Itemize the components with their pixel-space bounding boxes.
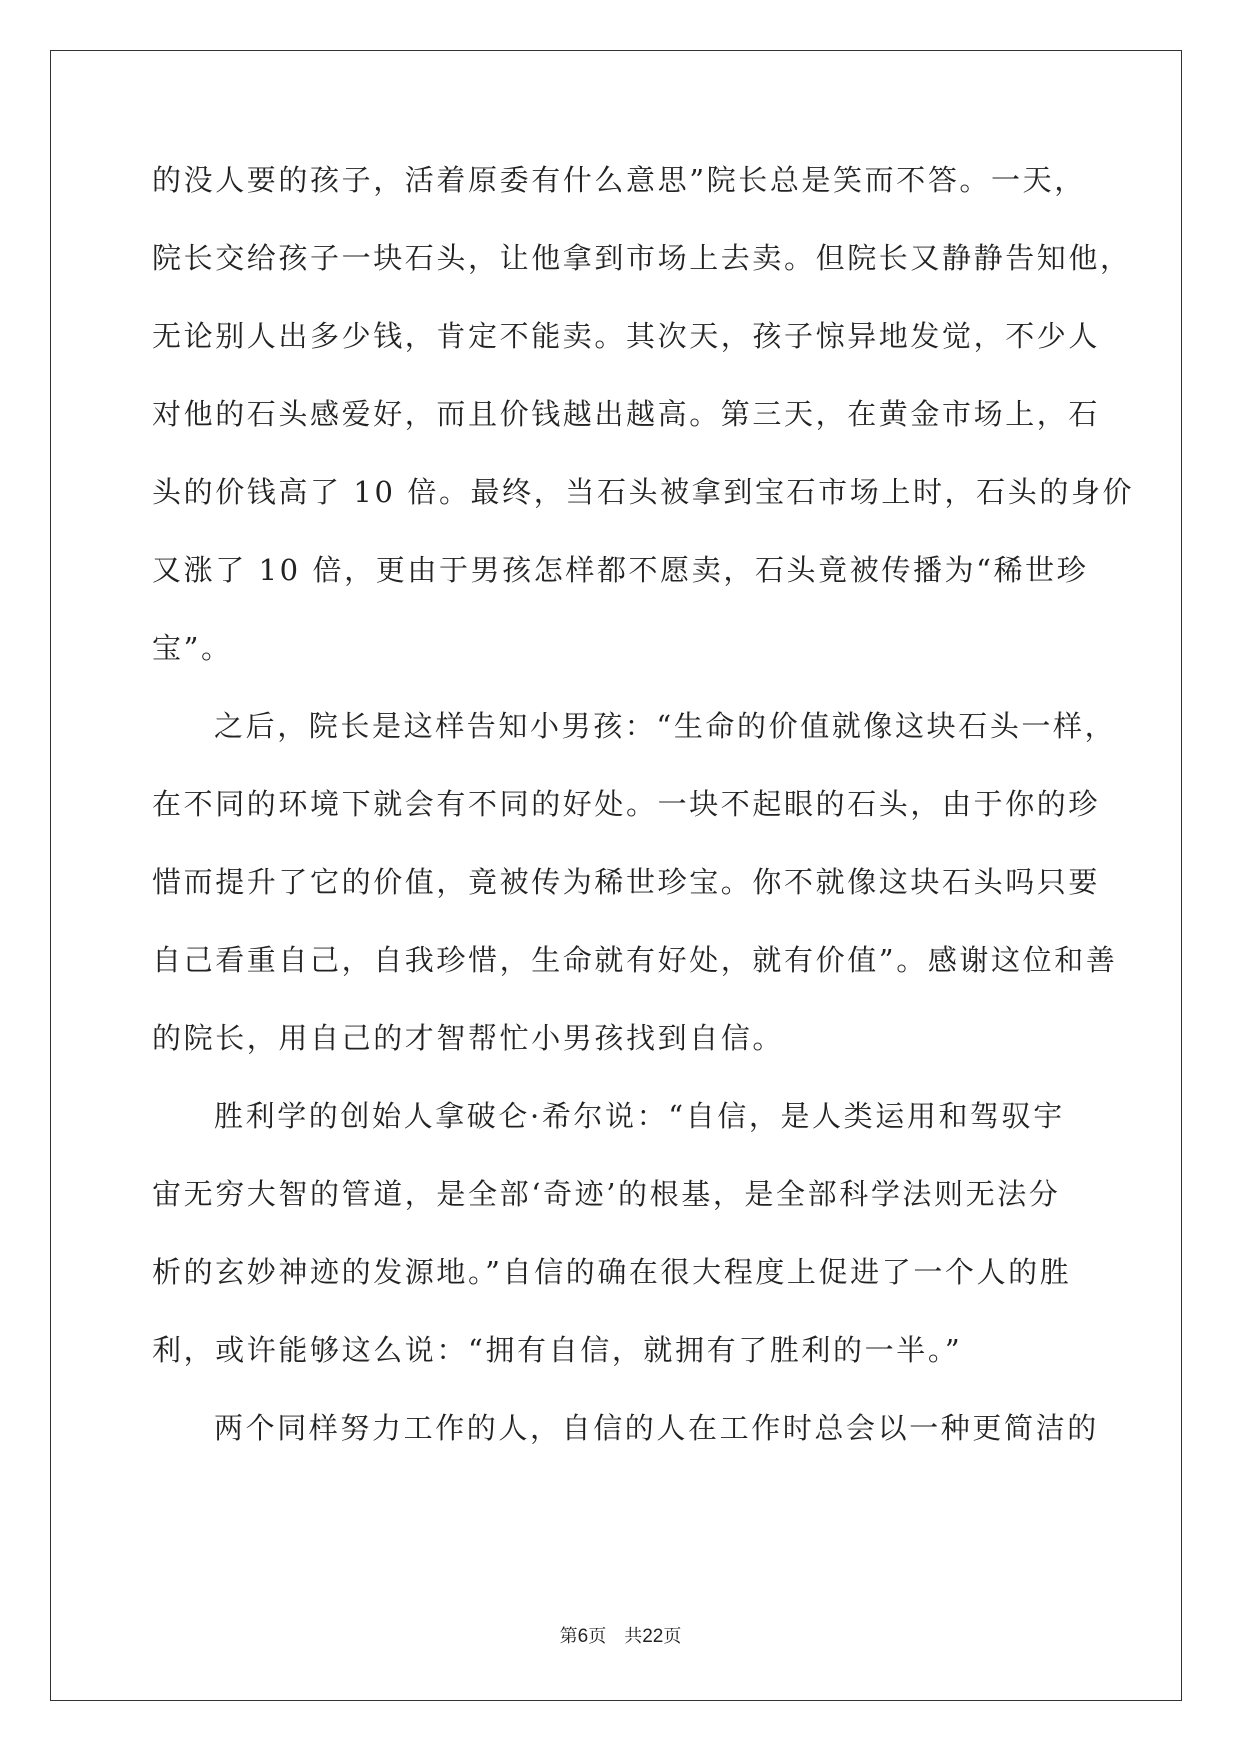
text-line: 在不同的环境下就会有不同的好处。一块不起眼的石头，由于你的珍	[152, 787, 1101, 821]
text-line: 无论别人出多少钱，肯定不能卖。其次天，孩子惊异地发觉，不少人	[152, 319, 1101, 353]
footer-prefix: 第	[559, 1626, 578, 1647]
current-page-number: 6	[577, 1626, 589, 1647]
text-line: 宝”。	[152, 631, 233, 665]
text-line: 对他的石头感爱好，而且价钱越出越高。第三天，在黄金市场上，石	[152, 397, 1101, 431]
paragraph-first-line: 两个同样努力工作的人，自信的人在工作时总会以一种更简洁的	[214, 1411, 1099, 1445]
text-line: 又涨了 10 倍，更由于男孩怎样都不愿卖，石头竟被传播为“稀世珍	[152, 553, 1089, 587]
page-footer	[0, 1625, 1241, 1649]
total-pages-number: 22	[642, 1626, 664, 1647]
text-line: 的院长，用自己的才智帮忙小男孩找到自信。	[152, 1021, 785, 1055]
text-line: 头的价钱高了 10 倍。最终，当石头被拿到宝石市场上时，石头的身价	[152, 475, 1135, 509]
text-line: 利，或许能够这么说：“拥有自信，就拥有了胜利的一半。”	[152, 1333, 963, 1367]
paragraph-first-line: 之后，院长是这样告知小男孩：“生命的价值就像这块石头一样，	[214, 709, 1117, 743]
footer-suffix: 页	[663, 1626, 682, 1647]
text-line: 自己看重自己，自我珍惜，生命就有好处，就有价值”。感谢这位和善	[152, 943, 1118, 977]
footer-mid: 页 共	[588, 1626, 643, 1647]
text-line: 析的玄妙神迹的发源地。”自信的确在很大程度上促进了一个人的胜	[152, 1255, 1072, 1289]
text-line: 宙无穷大智的管道，是全部‘奇迹’的根基，是全部科学法则无法分	[152, 1177, 1061, 1211]
text-line: 惜而提升了它的价值，竟被传为稀世珍宝。你不就像这块石头吗只要	[152, 865, 1101, 899]
text-line: 院长交给孩子一块石头，让他拿到市场上去卖。但院长又静静告知他，	[152, 241, 1132, 275]
text-line: 的没人要的孩子，活着原委有什么意思”院长总是笑而不答。一天，	[152, 163, 1086, 197]
paragraph-first-line: 胜利学的创始人拿破仑·希尔说：“自信，是人类运用和驾驭宇	[214, 1099, 1065, 1133]
